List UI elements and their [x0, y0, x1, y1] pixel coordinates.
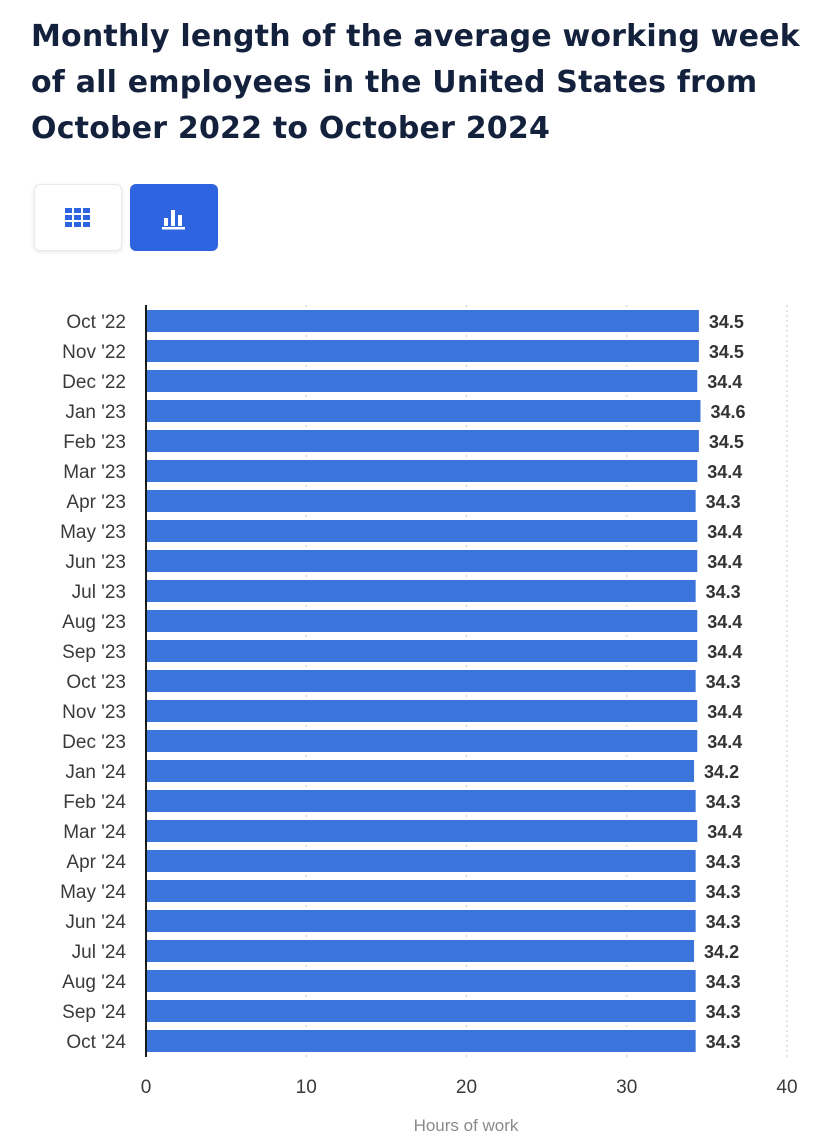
y-category-label: Aug '23 [62, 612, 126, 633]
bar[interactable] [146, 340, 699, 362]
y-category-label: Jan '23 [65, 402, 126, 423]
data-label: 34.4 [707, 822, 743, 842]
data-label: 34.3 [705, 972, 741, 992]
bar[interactable] [146, 370, 697, 392]
bar[interactable] [146, 970, 696, 992]
x-tick-label: 40 [776, 1077, 798, 1098]
x-tick-label: 30 [616, 1077, 638, 1098]
bar[interactable] [146, 940, 694, 962]
bar[interactable] [146, 760, 694, 782]
data-label: 34.6 [710, 402, 746, 422]
y-category-label: May '24 [60, 882, 126, 903]
y-category-label: Apr '23 [66, 492, 126, 513]
y-category-label: Dec '23 [62, 732, 126, 753]
x-axis-title: Hours of work [413, 1116, 519, 1135]
y-category-label: Jun '23 [65, 552, 126, 573]
y-category-label: Oct '22 [66, 312, 126, 333]
data-label: 34.3 [705, 1032, 741, 1052]
bar[interactable] [146, 700, 697, 722]
bar[interactable] [146, 430, 699, 452]
data-label: 34.3 [705, 852, 741, 872]
y-category-label: Jan '24 [65, 762, 126, 783]
bar[interactable] [146, 1000, 696, 1022]
x-tick-label: 10 [295, 1077, 317, 1098]
data-label: 34.3 [705, 912, 741, 932]
bar[interactable] [146, 730, 697, 752]
data-label: 34.3 [705, 672, 741, 692]
y-category-label: Aug '24 [62, 972, 126, 993]
bar[interactable] [146, 400, 700, 422]
y-category-label: Sep '23 [62, 642, 126, 663]
data-label: 34.4 [707, 522, 743, 542]
data-label: 34.4 [707, 642, 743, 662]
y-category-label: Dec '22 [62, 372, 126, 393]
x-tick-label: 20 [455, 1077, 478, 1098]
x-tick-label: 0 [140, 1077, 152, 1098]
data-label: 34.2 [704, 762, 740, 782]
y-category-label: Jul '23 [71, 582, 126, 603]
bar[interactable] [146, 520, 697, 542]
y-category-label: Oct '24 [66, 1032, 126, 1053]
y-category-label: Nov '23 [62, 702, 126, 723]
bar[interactable] [146, 610, 697, 632]
data-label: 34.2 [704, 942, 740, 962]
data-label: 34.5 [708, 312, 744, 332]
data-label: 34.5 [708, 342, 744, 362]
data-label: 34.3 [705, 492, 741, 512]
bar[interactable] [146, 820, 697, 842]
bar[interactable] [146, 670, 696, 692]
bar[interactable] [146, 880, 696, 902]
bar[interactable] [146, 790, 696, 812]
data-label: 34.3 [705, 882, 741, 902]
bar[interactable] [146, 640, 697, 662]
data-label: 34.3 [705, 792, 741, 812]
y-category-label: Jul '24 [71, 942, 126, 963]
bar[interactable] [146, 910, 696, 932]
y-category-label: Nov '22 [62, 342, 126, 363]
y-category-label: Mar '23 [63, 462, 126, 483]
y-category-label: Feb '23 [63, 432, 126, 453]
data-label: 34.4 [707, 732, 743, 752]
data-label: 34.3 [705, 582, 741, 602]
y-category-label: Oct '23 [66, 672, 126, 693]
y-category-label: Jun '24 [65, 912, 126, 933]
bar[interactable] [146, 310, 699, 332]
data-label: 34.4 [707, 462, 743, 482]
data-label: 34.4 [707, 552, 743, 572]
chart-title: Monthly length of the average working week of all employees in the United States from October 2022 to October 2024 [31, 19, 800, 146]
y-category-label: Feb '24 [63, 792, 126, 813]
data-label: 34.4 [707, 702, 743, 722]
y-category-label: May '23 [60, 522, 126, 543]
data-label: 34.4 [707, 612, 743, 632]
bar[interactable] [146, 1030, 696, 1052]
bar[interactable] [146, 490, 696, 512]
y-category-label: Sep '24 [62, 1002, 126, 1023]
bar[interactable] [146, 550, 697, 572]
bar[interactable] [146, 580, 696, 602]
y-category-label: Mar '24 [63, 822, 126, 843]
y-category-label: Apr '24 [66, 852, 126, 873]
bar[interactable] [146, 850, 696, 872]
data-label: 34.5 [708, 432, 744, 452]
bar[interactable] [146, 460, 697, 482]
data-label: 34.3 [705, 1002, 741, 1022]
data-label: 34.4 [707, 372, 743, 392]
